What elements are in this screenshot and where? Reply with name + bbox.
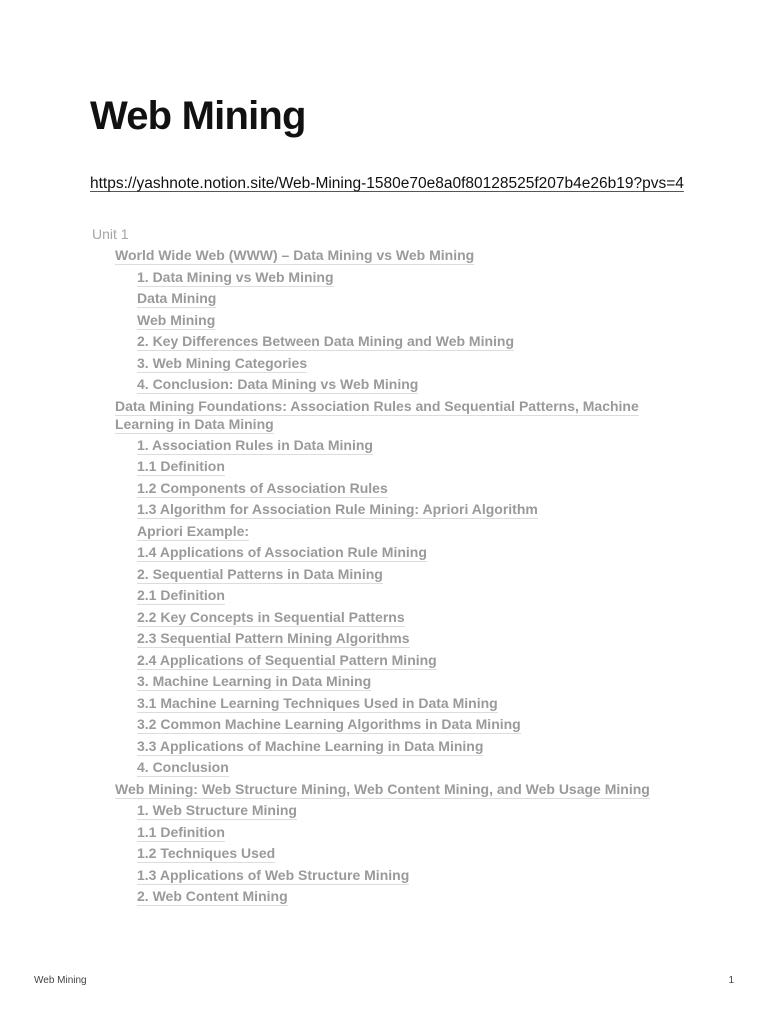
toc-list [90,246,650,909]
toc-item-link[interactable]: 3. Machine Learning in Data Mining [137,673,372,689]
toc-item[interactable] [90,543,650,565]
toc-unit-label: Unit 1 [92,226,129,242]
toc-item[interactable] [90,844,650,866]
toc-item[interactable] [90,866,650,888]
toc-item[interactable] [90,246,650,268]
toc-item-link[interactable]: 1.3 Algorithm for Association Rule Mining: Apriori Algorithm [137,501,538,517]
toc-item-link[interactable]: 1. Association Rules in Data Mining [137,436,373,453]
toc-item-link[interactable]: 3.1 Machine Learning Techniques Used in Data Mining [137,694,498,711]
page-title: Web Mining [90,94,306,138]
toc-item-link[interactable]: Data Mining Foundations: Association Rules and Sequential Patterns, Machine Learning in Data Mining [115,397,639,432]
toc-item[interactable] [90,289,650,311]
toc-item[interactable] [90,479,650,501]
toc-item[interactable] [90,436,650,458]
toc-item[interactable] [90,801,650,823]
toc-item-link[interactable]: World Wide Web (WWW) – Data Mining vs Web Mining [115,247,475,263]
notion-page-link[interactable]: https://yashnote.notion.site/Web-Mining-1580e70e8a0f80128525f207b4e26b19?pvs=4 [90,175,684,192]
toc-item-link[interactable]: 3.3 Applications of Machine Learning in Data Mining [137,737,484,754]
toc-item-link[interactable]: 1. Web Structure Mining [137,802,297,818]
toc-item-link[interactable]: 1. Data Mining vs Web Mining [137,268,334,285]
toc-item[interactable] [90,672,650,694]
toc-item[interactable] [90,715,650,737]
toc-item-link[interactable]: 1.1 Definition [137,823,225,840]
toc-item[interactable] [90,694,650,716]
toc-item[interactable] [90,651,650,673]
toc-item-link[interactable]: 2. Key Differences Between Data Mining and Web Mining [137,333,515,349]
toc-item[interactable] [90,354,650,376]
toc-item[interactable] [90,737,650,759]
toc-item-link[interactable]: 1.2 Components of Association Rules [137,479,388,496]
toc-item-link[interactable]: 1.4 Applications of Association Rule Mining [137,544,427,560]
toc-item[interactable] [90,311,650,333]
toc-item-link[interactable]: 2. Web Content Mining [137,888,288,904]
toc-item-link[interactable]: 1.2 Techniques Used [137,845,276,861]
toc-item-link[interactable]: 2.1 Definition [137,587,225,603]
toc-item[interactable] [90,457,650,479]
toc-item-link[interactable]: Web Mining: Web Structure Mining, Web Content Mining, and Web Usage Mining [115,780,650,797]
toc-item[interactable] [90,375,650,397]
footer-document-title: Web Mining [34,975,87,986]
toc-item-link[interactable]: 1.1 Definition [137,458,225,474]
toc-item[interactable] [90,758,650,780]
toc-item[interactable] [90,500,650,522]
toc-item[interactable] [90,397,650,436]
toc-item-link[interactable]: 4. Conclusion: Data Mining vs Web Mining [137,376,419,392]
toc-item[interactable] [90,268,650,290]
toc-item[interactable] [90,887,650,909]
toc-item[interactable] [90,780,650,802]
toc-item[interactable] [90,586,650,608]
toc-item[interactable] [90,629,650,651]
table-of-contents [90,225,650,909]
toc-item-link[interactable]: 2. Sequential Patterns in Data Mining [137,565,383,582]
toc-item[interactable] [90,332,650,354]
toc-item[interactable] [90,823,650,845]
footer-page-number: 1 [728,975,734,986]
toc-item[interactable] [90,608,650,630]
toc-item-link[interactable]: 3.2 Common Machine Learning Algorithms in Data Mining [137,716,521,732]
toc-item-link[interactable]: 3. Web Mining Categories [137,354,308,371]
toc-item-link[interactable]: 2.3 Sequential Pattern Mining Algorithms [137,630,410,646]
toc-item[interactable] [90,565,650,587]
toc-item-link[interactable]: 4. Conclusion [137,759,229,775]
toc-item[interactable] [90,522,650,544]
toc-item-link[interactable]: Apriori Example: [137,522,250,539]
toc-item-link[interactable]: Web Mining [137,311,216,328]
toc-item-link[interactable]: 2.2 Key Concepts in Sequential Patterns [137,608,405,625]
toc-item-link[interactable]: Data Mining [137,290,217,306]
toc-item-link[interactable]: 1.3 Applications of Web Structure Mining [137,866,410,883]
toc-item-link[interactable]: 2.4 Applications of Sequential Pattern Mining [137,651,437,668]
